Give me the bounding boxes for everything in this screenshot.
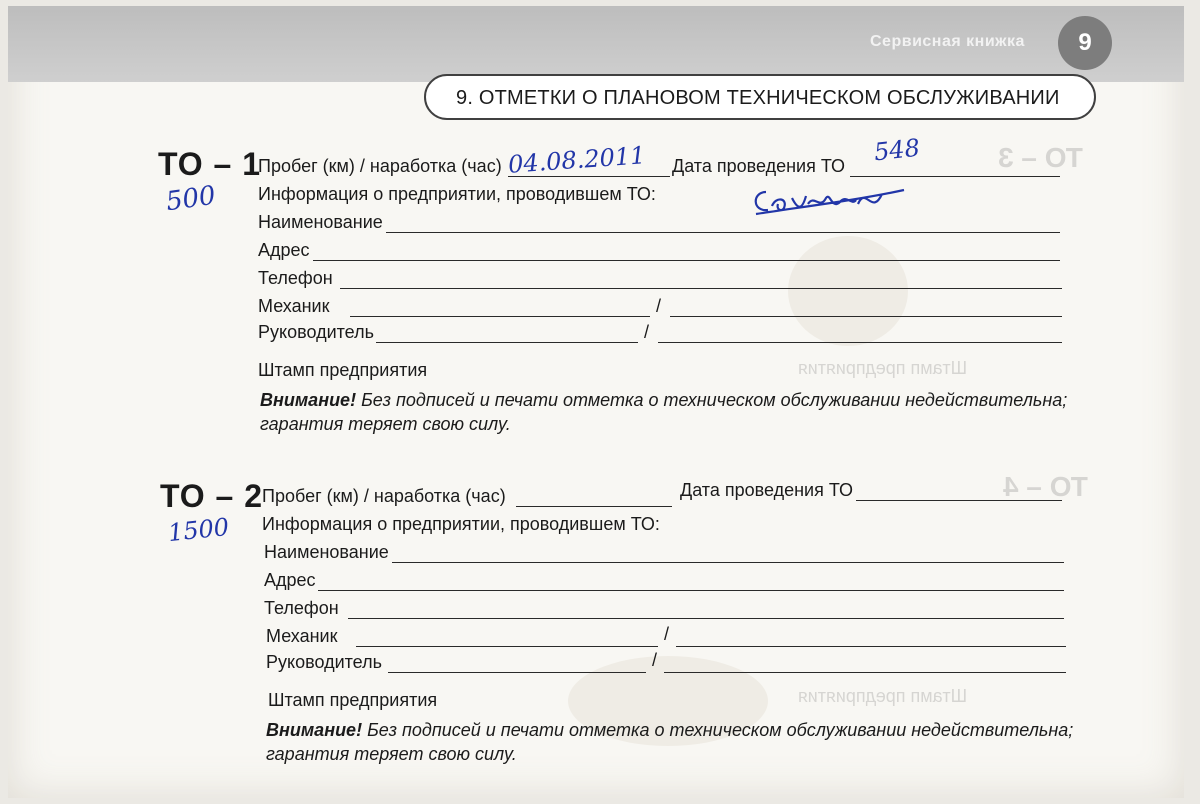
to2-manager-line[interactable] [388, 672, 646, 673]
to2-manager-label: Руководитель [266, 652, 382, 672]
to2-warning [266, 718, 1073, 766]
to2-address-label: Адрес [264, 570, 316, 590]
to2-manager-sign-line[interactable] [664, 672, 1066, 673]
to1-manager-line[interactable] [376, 342, 638, 343]
to1-address-line[interactable] [313, 260, 1060, 261]
to1-mechanic-label: Механик [258, 296, 330, 316]
to2-phone-line[interactable] [348, 618, 1064, 619]
to2-stamp-label: Штамп предприятия [268, 690, 438, 710]
ghost-stamp-1: Штамп предприятия [798, 358, 968, 378]
to2-label: ТО – 2 [160, 478, 264, 514]
to1-mechanic-line[interactable] [350, 316, 650, 317]
to2-address-line[interactable] [318, 590, 1064, 591]
to2-handwritten-mileage: 1500 [166, 512, 231, 548]
to1-stamp-label: Штамп предприятия [258, 360, 428, 380]
to2-name-line[interactable] [392, 562, 1064, 563]
to2-mechanic-sign-line[interactable] [676, 646, 1066, 647]
to2-mechanic-label: Механик [266, 626, 338, 646]
to1-warning-line2: гарантия теряет свою силу. [260, 414, 511, 434]
to1-warning-line1: Без подписей и печати отметка о техническом обслуживании недействительна; [356, 390, 1068, 410]
to1-manager-label: Руководитель [258, 322, 374, 342]
brand-label: Сервисная книжка [870, 33, 1025, 50]
to2-mechanic-slash: / [664, 624, 670, 644]
to2-warning-line2: гарантия теряет свою силу. [266, 744, 517, 764]
to2-manager-slash: / [652, 650, 658, 670]
page-number: 9 [1058, 16, 1112, 70]
to1-mechanic-sign-line[interactable] [670, 316, 1062, 317]
to1-name-label: Наименование [258, 212, 383, 232]
to2-warning-bold: Внимание! [266, 720, 363, 740]
to2-date-line[interactable] [856, 500, 1062, 501]
to1-handwritten-mileage: 500 [164, 180, 218, 218]
to1-date-label: Дата проведения ТО [672, 156, 846, 176]
to2-mileage-label: Пробег (км) / наработка (час) [262, 486, 506, 506]
to1-handwritten-date: 04.08.2011 [507, 141, 647, 179]
to1-phone-line[interactable] [340, 288, 1062, 289]
to1-name-line[interactable] [386, 232, 1060, 233]
to2-phone-label: Телефон [264, 598, 339, 618]
section-title: 9. ОТМЕТКИ О ПЛАНОВОМ ТЕХНИЧЕСКОМ ОБСЛУЖИВАНИИ [424, 74, 1096, 120]
to2-warning-line1: Без подписей и печати отметка о техническом обслуживании недействительна; [362, 720, 1074, 740]
to1-label: ТО – 1 [158, 146, 262, 182]
to1-signature-icon [748, 176, 908, 220]
ghost-to4: ТО – 4 [1003, 471, 1088, 502]
to1-address-label: Адрес [258, 240, 310, 260]
to1-company-info-label: Информация о предприятии, проводившем ТО: [258, 184, 656, 204]
to2-name-label: Наименование [264, 542, 389, 562]
to2-company-info-label: Информация о предприятии, проводившем ТО: [262, 514, 660, 534]
service-book-page [8, 6, 1184, 798]
ghost-stamp-2: Штамп предприятия [798, 686, 968, 706]
to1-warning [260, 388, 1067, 436]
to1-warning-bold: Внимание! [260, 390, 357, 410]
to2-date-label: Дата проведения ТО [680, 480, 854, 500]
to1-manager-slash: / [644, 322, 650, 342]
to1-phone-label: Телефон [258, 268, 333, 288]
to1-mileage-label: Пробег (км) / наработка (час) [258, 156, 502, 176]
to1-handwritten-to-value: 548 [872, 133, 922, 167]
to2-mechanic-line[interactable] [356, 646, 658, 647]
to1-mechanic-slash: / [656, 296, 662, 316]
to2-mileage-line[interactable] [516, 506, 672, 507]
ghost-to3: ТО – 3 [998, 142, 1083, 173]
to1-manager-sign-line[interactable] [658, 342, 1062, 343]
